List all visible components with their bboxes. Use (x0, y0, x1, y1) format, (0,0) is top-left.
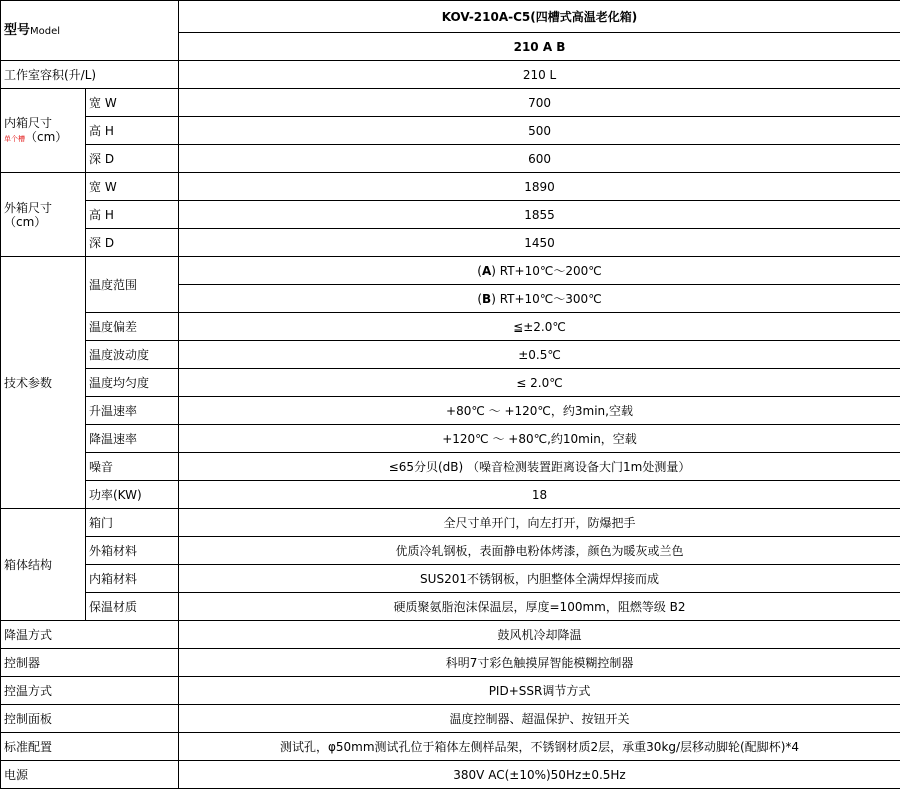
inner-height-value: 500 (179, 117, 900, 145)
misc-value: 温度控制器、超温保护、按钮开关 (179, 705, 900, 733)
inner-height-label: 高 H (86, 117, 179, 145)
outer-label-cell (1, 173, 86, 257)
misc-label: 控温方式 (1, 677, 179, 705)
misc-value: 测试孔，φ50mm测试孔位于箱体左侧样品架，不锈钢材质2层，承重30kg/层移动脚轮(配脚杯)*4 (179, 733, 900, 761)
tech-row (1, 453, 900, 481)
misc-value: 鼓风机冷却降温 (179, 621, 900, 649)
outer-width-value: 1890 (179, 173, 900, 201)
tech-param-value: 18 (179, 481, 900, 509)
inner-unit: （cm） (25, 129, 68, 144)
product-name: KOV-210A-C5(四槽式高温老化箱) (179, 1, 900, 33)
tech-label: 技术参数 (1, 257, 86, 509)
outer-label: 外箱尺寸 (4, 200, 53, 215)
model-label-en: Model (30, 25, 61, 37)
tech-row (1, 369, 900, 397)
temp-range-a-value: RT+10℃～200℃ (499, 263, 602, 278)
misc-value: PID+SSR调节方式 (179, 677, 900, 705)
inner-note: 单个槽 (4, 134, 25, 143)
inner-row (1, 145, 900, 173)
tech-param-value: ≤65分贝(dB) （噪音检测装置距离设备大门1m处测量） (179, 453, 900, 481)
structure-param-label: 箱门 (86, 509, 179, 537)
outer-row (1, 229, 900, 257)
misc-label: 电源 (1, 761, 179, 789)
tech-row (1, 341, 900, 369)
header-row (1, 1, 900, 33)
inner-depth-value: 600 (179, 145, 900, 173)
tech-row (1, 397, 900, 425)
inner-row (1, 89, 900, 117)
structure-param-label: 保温材质 (86, 593, 179, 621)
temp-range-label: 温度范围 (86, 257, 179, 313)
volume-value: 210 L (179, 61, 900, 89)
structure-row (1, 565, 900, 593)
outer-height-label: 高 H (86, 201, 179, 229)
inner-depth-label: 深 D (86, 145, 179, 173)
outer-row (1, 201, 900, 229)
tech-row (1, 313, 900, 341)
outer-row (1, 173, 900, 201)
inner-label-cell (1, 89, 86, 173)
misc-row (1, 677, 900, 705)
tech-param-label: 噪音 (86, 453, 179, 481)
tech-param-label: 温度均匀度 (86, 369, 179, 397)
tech-param-value: ±0.5℃ (179, 341, 900, 369)
tech-param-label: 功率(KW) (86, 481, 179, 509)
model-label-cell (1, 1, 179, 61)
misc-label: 标准配置 (1, 733, 179, 761)
tech-param-label: 升温速率 (86, 397, 179, 425)
outer-unit: （cm） (4, 214, 47, 229)
tech-param-value: ≤ 2.0℃ (179, 369, 900, 397)
misc-row (1, 621, 900, 649)
inner-width-label: 宽 W (86, 89, 179, 117)
temp-range-b-mark: B (482, 291, 492, 306)
outer-height-value: 1855 (179, 201, 900, 229)
tech-param-label: 温度偏差 (86, 313, 179, 341)
inner-row (1, 117, 900, 145)
tech-row (1, 425, 900, 453)
structure-param-label: 外箱材料 (86, 537, 179, 565)
tech-param-value: +80℃ ～ +120℃，约3min,空载 (179, 397, 900, 425)
structure-param-value: 全尺寸单开门，向左打开，防爆把手 (179, 509, 900, 537)
volume-label: 工作室容积(升/L) (1, 61, 179, 89)
structure-param-value: 硬质聚氨脂泡沫保温层，厚度=100mm，阻燃等级 B2 (179, 593, 900, 621)
misc-row (1, 649, 900, 677)
model-label: 型号 (4, 22, 31, 38)
temp-range-a: (A) RT+10℃～200℃ (179, 257, 900, 285)
misc-label: 降温方式 (1, 621, 179, 649)
structure-param-value: 优质冷轧钢板，表面静电粉体烤漆，颜色为暖灰或兰色 (179, 537, 900, 565)
temp-range-b: (B) RT+10℃～300℃ (179, 285, 900, 313)
structure-param-label: 内箱材料 (86, 565, 179, 593)
inner-width-value: 700 (179, 89, 900, 117)
structure-param-value: SUS201不锈钢板，内胆整体全满焊焊接而成 (179, 565, 900, 593)
outer-depth-value: 1450 (179, 229, 900, 257)
misc-row (1, 761, 900, 789)
temp-range-a-mark: A (481, 263, 492, 278)
outer-depth-label: 深 D (86, 229, 179, 257)
inner-label: 内箱尺寸 (4, 115, 53, 130)
outer-width-label: 宽 W (86, 173, 179, 201)
variant: 210 A B (179, 33, 900, 61)
structure-row (1, 509, 900, 537)
structure-row (1, 537, 900, 565)
tech-param-label: 降温速率 (86, 425, 179, 453)
tech-row (1, 481, 900, 509)
structure-row (1, 593, 900, 621)
tech-param-value: ≦±2.0℃ (179, 313, 900, 341)
structure-label: 箱体结构 (1, 509, 86, 621)
misc-value: 380V AC(±10%)50Hz±0.5Hz (179, 761, 900, 789)
volume-row (1, 61, 900, 89)
tech-param-label: 温度波动度 (86, 341, 179, 369)
temp-range-b-value: RT+10℃～300℃ (499, 291, 602, 306)
misc-label: 控制面板 (1, 705, 179, 733)
misc-row (1, 705, 900, 733)
misc-row (1, 733, 900, 761)
misc-value: 科明7寸彩色触摸屏智能模糊控制器 (179, 649, 900, 677)
misc-label: 控制器 (1, 649, 179, 677)
tech-row (1, 257, 900, 285)
tech-param-value: +120℃ ～ +80℃,约10min，空载 (179, 425, 900, 453)
